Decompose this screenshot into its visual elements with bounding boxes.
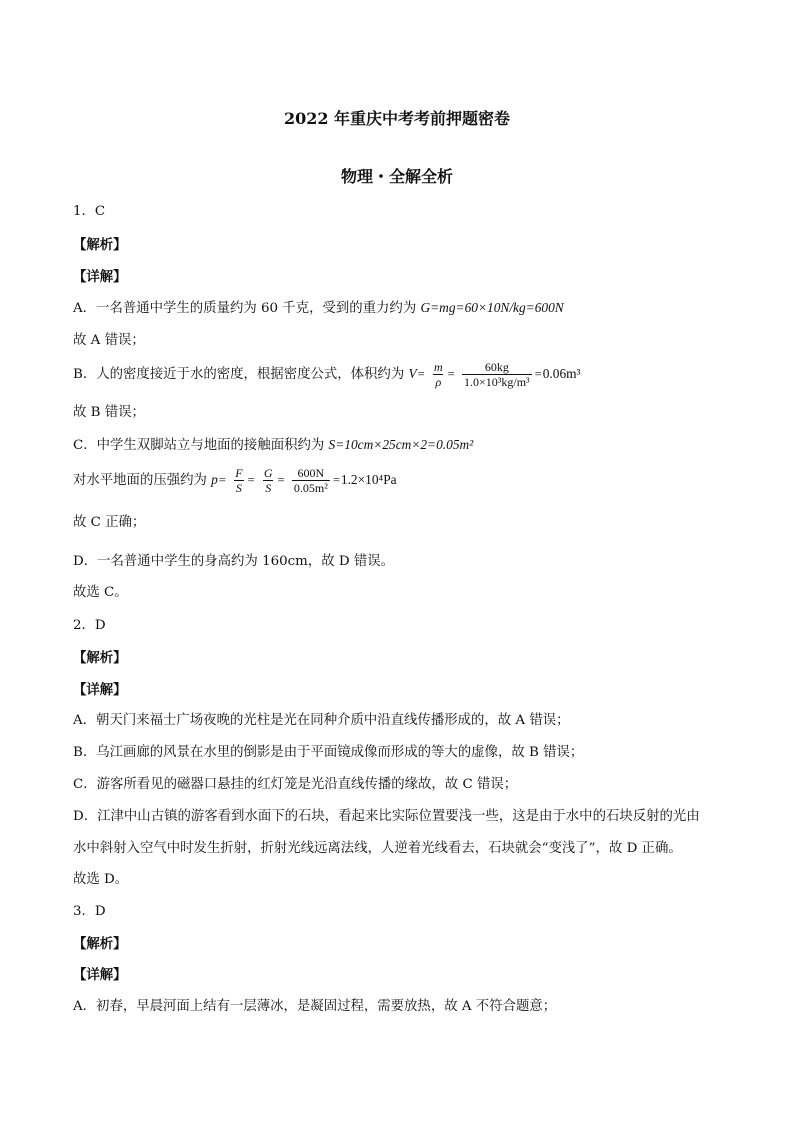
q1-c-fraction-gs: $\frac{G}{S}$ (263, 466, 273, 495)
q1-c-pressure-text: 对水平地面的压强约为 (73, 473, 207, 488)
q2-conclusion: 故选 D。 (73, 872, 129, 887)
q1-c-fraction-fs: $\frac{F}{S}$ (235, 466, 243, 495)
q1-conclusion: 故选 C。 (73, 585, 128, 600)
q1-b-fraction-values: $\frac{60kg}{\text{1.0×10³kg/m³}}$ (464, 360, 530, 389)
q2-xiangjie-label: 【详解】 (73, 682, 127, 698)
q1-b-result: 故 B 错误； (73, 405, 145, 420)
q3-option-a: A．初春，早晨河面上结有一层薄冰，是凝固过程，需要放热，故 A 不符合题意； (73, 999, 557, 1014)
q2-option-d-line1: D．江津中山古镇的游客看到水面下的石块，看起来比实际位置要浅一些，这是由于水中的石块反射的光由 (73, 809, 700, 824)
q1-b-fraction-density: $\frac{m}{\rho}$ (434, 360, 443, 389)
q1-a-text: A．一名普通中学生的质量约为 60 千克，受到的重力约为 (73, 301, 421, 316)
q1-option-c (73, 436, 473, 455)
q2-answer: 2．D (73, 618, 106, 633)
q1-c-pressure: 对水平地面的压强约为 p= $\frac{F}{S}$ = $\frac{G}{S}$ = $\frac{600N}{\text{0.05m²}}$ =1.2×10⁴Pa (73, 466, 397, 495)
q1-b-text: B．人的密度接近于水的密度，根据密度公式，体积约为 (73, 367, 405, 382)
q1-b-value: 0.06m³ (542, 366, 581, 381)
q3-answer: 3．D (73, 904, 106, 919)
q2-option-d-line2: 水中斜射入空气中时发生折射，折射光线远离法线，人逆着光线看去，石块就会“变浅了”，故 D 正确。 (73, 841, 682, 856)
q1-answer: 1．C (73, 204, 106, 219)
q1-c-var: p (211, 472, 218, 487)
q1-c-text: C．中学生双脚站立与地面的接触面积约为 (73, 438, 329, 453)
q1-c-fraction-values: $\frac{600N}{\text{0.05m²}}$ (293, 466, 328, 495)
document-title: 2022 年重庆中考考前押题密卷 (283, 109, 511, 128)
q1-b-var: V (408, 366, 417, 381)
q1-c-formula: S=10cm×25cm×2=0.05m² (328, 437, 474, 452)
q1-option-d: D．一名普通中学生的身高约为 160cm，故 D 错误。 (73, 554, 395, 569)
q1-a-formula: G=mg=60×10N/kg=600N (420, 300, 564, 315)
q1-c-result: 故 C 正确； (73, 515, 146, 530)
q1-option-b: B．人的密度接近于水的密度，根据密度公式，体积约为 V= $\frac{m}{\rho}$ = $\frac{60kg}{\text{1.0×10³kg/m³}}$ =0.06m³ (73, 360, 581, 389)
q3-jiexi-label: 【解析】 (73, 936, 127, 952)
q2-jiexi-label: 【解析】 (73, 650, 127, 666)
q2-option-c: C．游客所看见的磁器口悬挂的红灯笼是光沿直线传播的缘故，故 C 错误； (73, 777, 518, 792)
q3-xiangjie-label: 【详解】 (73, 967, 127, 983)
q2-option-a: A．朝天门来福士广场夜晚的光柱是光在同种介质中沿直线传播形成的，故 A 错误； (73, 713, 570, 728)
q1-jiexi-label: 【解析】 (73, 237, 127, 253)
document-subtitle: 物理・全解全析 (340, 167, 453, 186)
q2-option-b: B．乌江画廊的风景在水里的倒影是由于平面镜成像而形成的等大的虚像，故 B 错误； (73, 745, 584, 760)
q1-xiangjie-label: 【详解】 (73, 269, 127, 285)
q1-option-a (73, 299, 564, 318)
q1-c-value: 1.2×10⁴Pa (340, 472, 397, 487)
q1-a-result: 故 A 错误； (73, 333, 145, 348)
